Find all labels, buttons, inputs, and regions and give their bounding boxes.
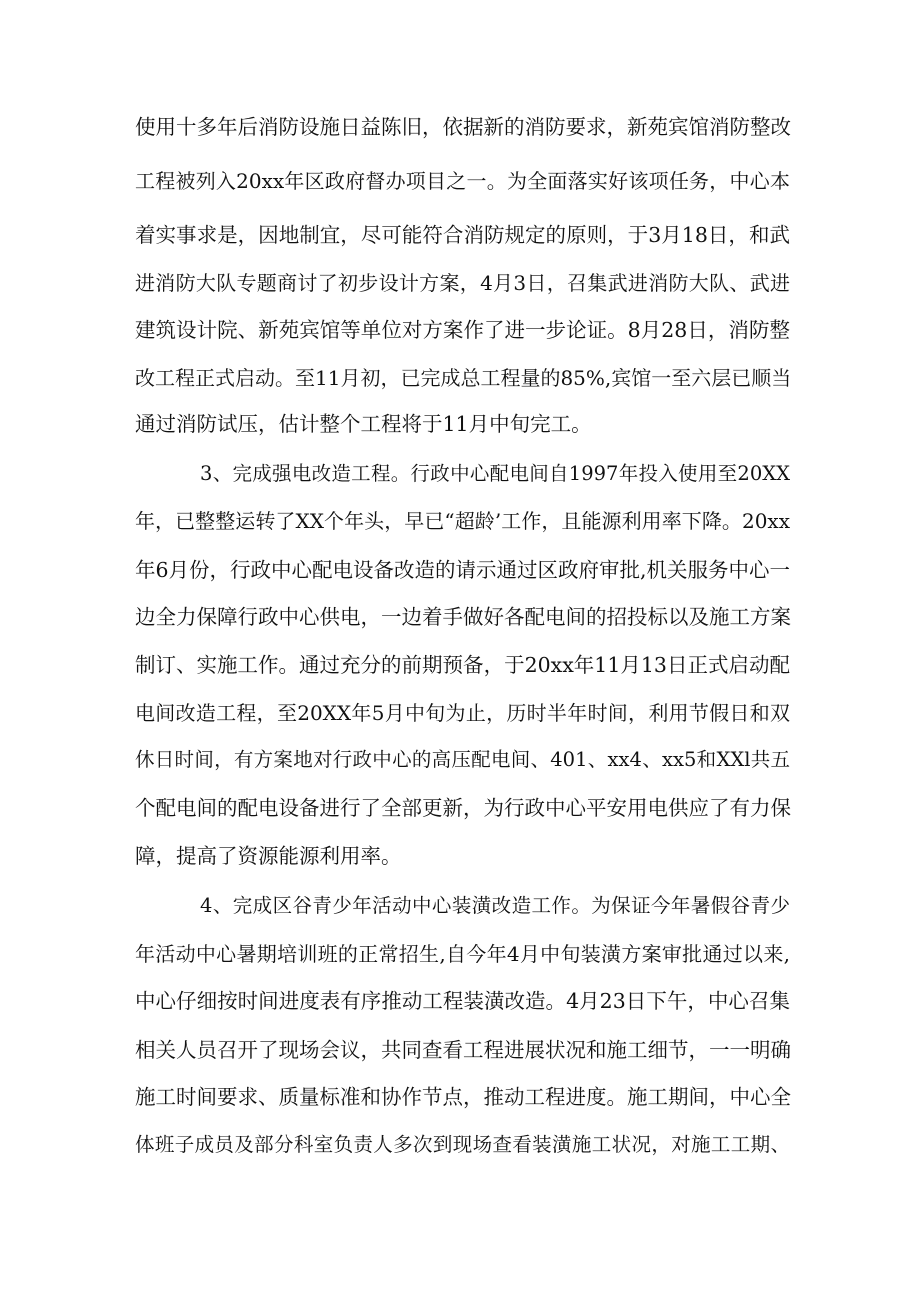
- paragraph-2-line-6: 电间改造工程，至20XX年5月中旬为止，历时半年时间，利用节假日和双: [135, 701, 790, 725]
- paragraph-1-line-3: 着实事求是，因地制宜，尽可能符合消防规定的原则，于3月18日，和武: [135, 223, 790, 247]
- paragraph-3-line-6: 体班子成员及部分科室负责人多次到现场查看装潢施工状况，对施工工期、: [135, 1133, 790, 1156]
- paragraph-3-line-3: 中心仔细按时间进度表有序推动工程装潢改造。4月23日下午，中心召集: [135, 989, 790, 1013]
- paragraph-2-line-1: 3、完成强电改造工程。行政中心配电间自1997年投入使用至20XX: [200, 462, 790, 485]
- paragraph-1-line-6: 改工程正式启动。至11月初，已完成总工程量的85%,宾馆一至六层已顺当: [135, 366, 792, 390]
- paragraph-3-line-1: 4、完成区谷青少年活动中心装潢改造工作。为保证今年暑假谷青少: [200, 894, 790, 917]
- paragraph-2-line-8: 个配电间的配电设备进行了全部更新，为行政中心平安用电供应了有力保: [135, 796, 791, 820]
- paragraph-2-line-5: 制订、实施工作。通过充分的前期预备，于20xx年11月13日正式启动配: [135, 653, 790, 677]
- paragraph-1-line-2: 工程被列入20xx年区政府督办项目之一。为全面落实好该项任务，中心本: [135, 169, 790, 193]
- paragraph-1-line-5: 建筑设计院、新苑宾馆等单位对方案作了进一步论证。8月28日，消防整: [135, 318, 790, 342]
- paragraph-2-line-4: 边全力保障行政中心供电，一边着手做好各配电间的招投标以及施工方案: [135, 605, 791, 629]
- paragraph-3-line-4: 相关人员召开了现场会议，共同查看工程进展状况和施工细节，一一明确: [135, 1038, 791, 1062]
- paragraph-3-line-2: 年活动中心暑期培训班的正常招生,自今年4月中旬装潢方案审批通过以来,: [135, 942, 790, 966]
- paragraph-2-line-9: 障，提高了资源能源利用率。: [135, 844, 402, 868]
- paragraph-2-line-7: 休日时间，有方案地对行政中心的高压配电间、401、xx4、xx5和XXl共五: [135, 748, 790, 771]
- paragraph-1-line-1: 使用十多年后消防设施日益陈旧，依据新的消防要求，新苑宾馆消防整改: [135, 115, 791, 139]
- paragraph-2-line-3: 年6月份，行政中心配电设备改造的请示通过区政府审批,机关服务中心一: [135, 558, 791, 582]
- paragraph-2-line-2: 年，已整整运转了XX个年头，早已“超龄’工作，且能源利用率下降。20xx: [135, 509, 790, 533]
- paragraph-1-line-7: 通过消防试压，估计整个工程将于11月中旬完工。: [135, 412, 592, 436]
- paragraph-3-line-5: 施工时间要求、质量标准和协作节点，推动工程进度。施工期间，中心全: [135, 1085, 791, 1109]
- paragraph-1-line-4: 进消防大队专题商讨了初步设计方案，4月3日，召集武进消防大队、武进: [135, 271, 790, 295]
